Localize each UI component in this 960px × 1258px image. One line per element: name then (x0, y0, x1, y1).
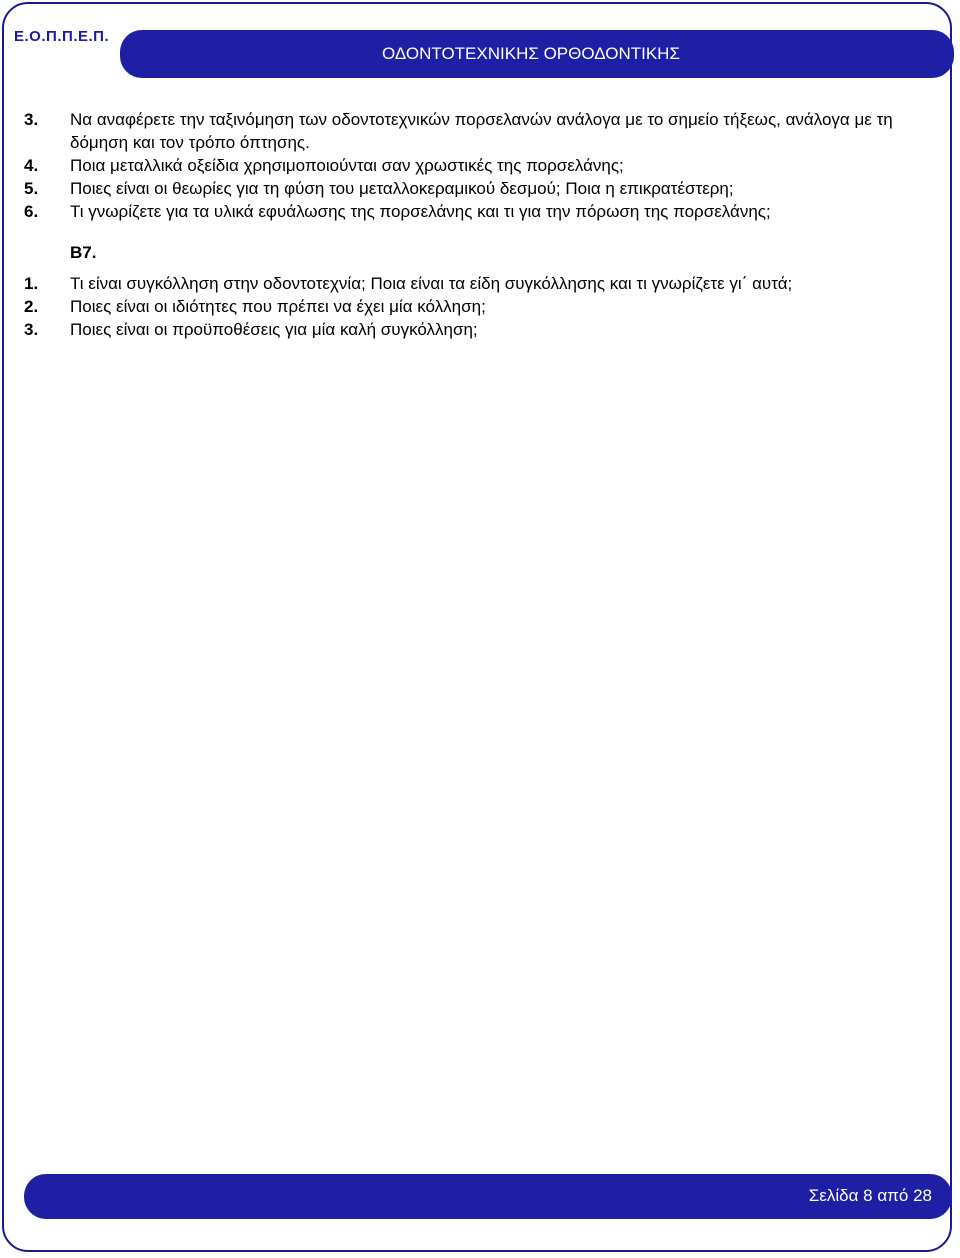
question-text: Τι είναι συγκόλληση στην οδοντοτεχνία; Ποια είναι τα είδη συγκόλλησης και τι γνωρίζετε γι΄ αυτά; (70, 274, 793, 293)
page-number: Σελίδα 8 από 28 (808, 1186, 932, 1205)
header-bar (120, 30, 954, 78)
document-content (24, 108, 944, 341)
question-item (24, 295, 944, 318)
question-number: 6. (24, 202, 39, 221)
question-item (24, 177, 944, 200)
question-text: Ποιες είναι οι θεωρίες για τη φύση του μεταλλοκεραμικού δεσμού; Ποια η επικρατέστερη; (70, 179, 734, 198)
question-text: Να αναφέρετε την ταξινόμηση των οδοντοτεχνικών πορσελανών ανάλογα με το σημείο τήξεως, ανάλογα με τη δόμηση και τον τρόπο όπτησης. (70, 110, 893, 152)
footer-bar (24, 1174, 952, 1219)
question-item (24, 108, 944, 154)
section-label: Β7. (70, 243, 97, 262)
question-number: 5. (24, 179, 39, 198)
question-text: Ποιες είναι οι ιδιότητες που πρέπει να έχει μία κόλληση; (70, 297, 486, 316)
question-number: 4. (24, 156, 39, 175)
question-item (24, 200, 944, 223)
question-number: 3. (24, 110, 39, 129)
header-org: Ε.Ο.Π.Π.Ε.Π. (14, 28, 110, 45)
question-text: Τι γνωρίζετε για τα υλικά εφυάλωσης της πορσελάνης και τι για την πόρωση της πορσελάνης; (70, 202, 771, 221)
question-number: 3. (24, 320, 39, 339)
question-text: Ποιες είναι οι προϋποθέσεις για μία καλή συγκόλληση; (70, 320, 478, 339)
question-number: 1. (24, 274, 39, 293)
question-number: 2. (24, 297, 39, 316)
question-item (24, 272, 944, 295)
question-item (24, 154, 944, 177)
header-title: ΟΔΟΝΤΟΤΕΧΝΙΚΗΣ ΟΡΘΟΔΟΝΤΙΚΗΣ (382, 44, 680, 63)
question-item (24, 318, 944, 341)
question-text: Ποια μεταλλικά οξείδια χρησιμοποιούνται σαν χρωστικές της πορσελάνης; (70, 156, 624, 175)
